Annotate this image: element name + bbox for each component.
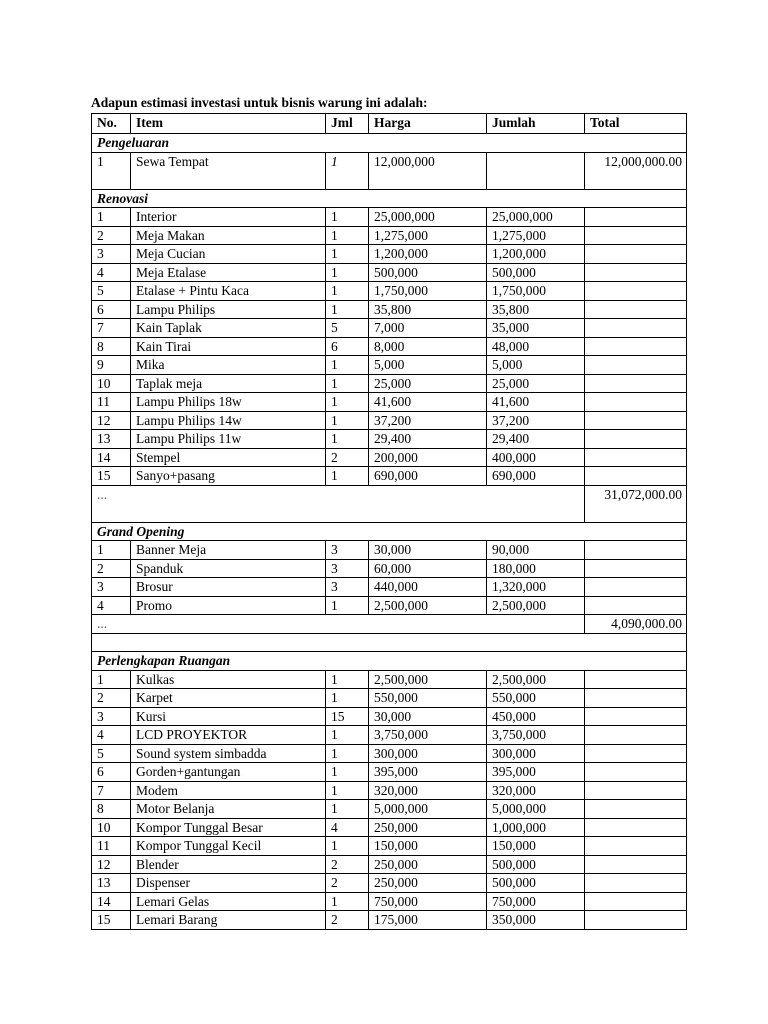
cell-no: 14 — [92, 448, 131, 467]
section-title: Pengeluaran — [92, 134, 687, 153]
cell-total — [585, 467, 687, 486]
table-row — [92, 763, 687, 782]
cell-no: 15 — [92, 467, 131, 486]
cell-jumlah: 500,000 — [487, 855, 585, 874]
cell-item: Lampu Philips 14w — [131, 411, 326, 430]
table-row — [92, 337, 687, 356]
cell-jml: 6 — [326, 337, 369, 356]
cell-item: Brosur — [131, 578, 326, 597]
blank-cell — [92, 633, 687, 652]
cell-jumlah: 690,000 — [487, 467, 585, 486]
cell-no: 13 — [92, 430, 131, 449]
cell-item: Modem — [131, 781, 326, 800]
table-row — [92, 448, 687, 467]
cell-item: Taplak meja — [131, 374, 326, 393]
cell-total — [585, 689, 687, 708]
cell-jml: 2 — [326, 911, 369, 930]
cell-jml: 1 — [326, 689, 369, 708]
table-row — [92, 263, 687, 282]
cell-no: 12 — [92, 411, 131, 430]
cell-total — [585, 818, 687, 837]
cell-harga: 60,000 — [369, 559, 487, 578]
cell-jumlah: 35,800 — [487, 300, 585, 319]
cell-total — [585, 245, 687, 264]
cell-jumlah: 2,500,000 — [487, 670, 585, 689]
table-row — [92, 800, 687, 819]
cell-jumlah: 550,000 — [487, 689, 585, 708]
cell-total — [585, 448, 687, 467]
cell-jml: 1 — [326, 356, 369, 375]
cell-jml: 1 — [326, 208, 369, 227]
cell-harga: 750,000 — [369, 892, 487, 911]
cell-no: 13 — [92, 874, 131, 893]
blank-row — [92, 633, 687, 652]
cell-harga: 5,000,000 — [369, 800, 487, 819]
cell-harga: 25,000 — [369, 374, 487, 393]
cell-harga: 7,000 — [369, 319, 487, 338]
cell-jumlah: 180,000 — [487, 559, 585, 578]
cell-jml: 2 — [326, 855, 369, 874]
table-row — [92, 300, 687, 319]
cell-jumlah: 48,000 — [487, 337, 585, 356]
cell-harga: 2,500,000 — [369, 670, 487, 689]
cell-jumlah: 41,600 — [487, 393, 585, 412]
table-row — [92, 245, 687, 264]
table-row — [92, 467, 687, 486]
cell-total — [585, 800, 687, 819]
cell-item: Lampu Philips — [131, 300, 326, 319]
cell-jml: 1 — [326, 263, 369, 282]
cell-jumlah: 3,750,000 — [487, 726, 585, 745]
table-row — [92, 911, 687, 930]
cell-total — [585, 726, 687, 745]
cell-jml: 3 — [326, 541, 369, 560]
cell-no: 6 — [92, 763, 131, 782]
cell-no: 1 — [92, 670, 131, 689]
cell-jumlah: 5,000,000 — [487, 800, 585, 819]
cell-total — [585, 393, 687, 412]
cell-jumlah — [487, 152, 585, 189]
cell-item: Lampu Philips 18w — [131, 393, 326, 412]
cell-harga: 175,000 — [369, 911, 487, 930]
cell-harga: 25,000,000 — [369, 208, 487, 227]
cell-harga: 550,000 — [369, 689, 487, 708]
cell-harga: 29,400 — [369, 430, 487, 449]
cell-no: 3 — [92, 245, 131, 264]
header-item: Item — [131, 114, 326, 134]
cell-item: Banner Meja — [131, 541, 326, 560]
cell-jml: 5 — [326, 319, 369, 338]
table-row — [92, 374, 687, 393]
header-total: Total — [585, 114, 687, 134]
cell-jumlah: 37,200 — [487, 411, 585, 430]
cell-jml: 1 — [326, 744, 369, 763]
cell-item: Lemari Barang — [131, 911, 326, 930]
cell-jumlah: 1,750,000 — [487, 282, 585, 301]
cell-total — [585, 319, 687, 338]
cell-jml: 1 — [326, 411, 369, 430]
section-row — [92, 522, 687, 541]
cell-total — [585, 596, 687, 615]
cell-jumlah: 400,000 — [487, 448, 585, 467]
cell-total — [585, 282, 687, 301]
section-row — [92, 652, 687, 671]
cell-total — [585, 744, 687, 763]
cell-jml: 1 — [326, 467, 369, 486]
cell-total — [585, 763, 687, 782]
cell-item: Motor Belanja — [131, 800, 326, 819]
table-row — [92, 855, 687, 874]
section-title: Grand Opening — [92, 522, 687, 541]
table-row — [92, 596, 687, 615]
section-row — [92, 134, 687, 153]
cell-item: Kulkas — [131, 670, 326, 689]
subtotal-label: ... — [92, 485, 585, 522]
cell-no: 10 — [92, 818, 131, 837]
table-row — [92, 578, 687, 597]
table-row — [92, 837, 687, 856]
cell-jml: 4 — [326, 818, 369, 837]
cell-no: 4 — [92, 596, 131, 615]
cell-item: LCD PROYEKTOR — [131, 726, 326, 745]
cell-item: Dispenser — [131, 874, 326, 893]
header-harga: Harga — [369, 114, 487, 134]
cell-item: Promo — [131, 596, 326, 615]
cell-item: Kursi — [131, 707, 326, 726]
cell-harga: 35,800 — [369, 300, 487, 319]
cell-jml: 1 — [326, 226, 369, 245]
table-row — [92, 541, 687, 560]
table-row — [92, 152, 687, 189]
cell-total — [585, 263, 687, 282]
cell-no: 2 — [92, 226, 131, 245]
cell-jumlah: 350,000 — [487, 911, 585, 930]
cell-item: Stempel — [131, 448, 326, 467]
cell-item: Kain Taplak — [131, 319, 326, 338]
cell-jumlah: 25,000,000 — [487, 208, 585, 227]
cell-harga: 5,000 — [369, 356, 487, 375]
table-row — [92, 393, 687, 412]
table-row — [92, 744, 687, 763]
cell-jml: 15 — [326, 707, 369, 726]
cell-total — [585, 541, 687, 560]
cell-jumlah: 1,200,000 — [487, 245, 585, 264]
cell-no: 5 — [92, 744, 131, 763]
cell-total — [585, 855, 687, 874]
cell-jumlah: 300,000 — [487, 744, 585, 763]
cell-total — [585, 781, 687, 800]
table-row — [92, 282, 687, 301]
cell-item: Sanyo+pasang — [131, 467, 326, 486]
cell-jumlah: 35,000 — [487, 319, 585, 338]
cell-jumlah: 1,275,000 — [487, 226, 585, 245]
cell-harga: 500,000 — [369, 263, 487, 282]
cell-item: Kompor Tunggal Kecil — [131, 837, 326, 856]
cell-harga: 320,000 — [369, 781, 487, 800]
cell-no: 2 — [92, 689, 131, 708]
cell-jumlah: 1,320,000 — [487, 578, 585, 597]
cell-harga: 41,600 — [369, 393, 487, 412]
subtotal-value: 31,072,000.00 — [585, 485, 687, 522]
header-row — [92, 114, 687, 134]
cell-item: Lampu Philips 11w — [131, 430, 326, 449]
table-row — [92, 430, 687, 449]
subtotal-row — [92, 615, 687, 634]
cell-jml: 2 — [326, 448, 369, 467]
cell-harga: 2,500,000 — [369, 596, 487, 615]
cell-jumlah: 450,000 — [487, 707, 585, 726]
cell-jml: 3 — [326, 559, 369, 578]
cell-total — [585, 374, 687, 393]
cell-no: 15 — [92, 911, 131, 930]
cell-total — [585, 226, 687, 245]
cell-harga: 3,750,000 — [369, 726, 487, 745]
table-body — [92, 114, 687, 930]
cell-no: 8 — [92, 800, 131, 819]
cell-total — [585, 411, 687, 430]
cell-no: 3 — [92, 578, 131, 597]
cell-jumlah: 90,000 — [487, 541, 585, 560]
cell-item: Spanduk — [131, 559, 326, 578]
cell-item: Interior — [131, 208, 326, 227]
cell-jml: 1 — [326, 152, 369, 189]
cell-no: 14 — [92, 892, 131, 911]
table-row — [92, 781, 687, 800]
cell-harga: 250,000 — [369, 874, 487, 893]
cell-no: 7 — [92, 781, 131, 800]
cell-total — [585, 578, 687, 597]
table-row — [92, 707, 687, 726]
cell-jml: 1 — [326, 763, 369, 782]
cell-harga: 37,200 — [369, 411, 487, 430]
subtotal-row — [92, 485, 687, 522]
cell-item: Kain Tirai — [131, 337, 326, 356]
cell-no: 12 — [92, 855, 131, 874]
cell-no: 11 — [92, 837, 131, 856]
table-row — [92, 726, 687, 745]
cell-total — [585, 670, 687, 689]
table-row — [92, 411, 687, 430]
cell-jml: 1 — [326, 892, 369, 911]
cell-item: Sound system simbadda — [131, 744, 326, 763]
investment-table — [91, 113, 687, 930]
cell-total — [585, 430, 687, 449]
cell-no: 9 — [92, 356, 131, 375]
cell-item: Lemari Gelas — [131, 892, 326, 911]
cell-harga: 1,750,000 — [369, 282, 487, 301]
cell-total — [585, 874, 687, 893]
cell-total — [585, 837, 687, 856]
cell-jumlah: 750,000 — [487, 892, 585, 911]
cell-item: Meja Cucian — [131, 245, 326, 264]
cell-no: 2 — [92, 559, 131, 578]
cell-harga: 150,000 — [369, 837, 487, 856]
table-row — [92, 670, 687, 689]
cell-no: 8 — [92, 337, 131, 356]
cell-item: Sewa Tempat — [131, 152, 326, 189]
section-title: Renovasi — [92, 189, 687, 208]
cell-item: Mika — [131, 356, 326, 375]
cell-no: 11 — [92, 393, 131, 412]
cell-item: Etalase + Pintu Kaca — [131, 282, 326, 301]
cell-jumlah: 500,000 — [487, 874, 585, 893]
cell-jumlah: 150,000 — [487, 837, 585, 856]
cell-harga: 12,000,000 — [369, 152, 487, 189]
table-row — [92, 559, 687, 578]
cell-jml: 1 — [326, 245, 369, 264]
subtotal-label: ... — [92, 615, 585, 634]
document-title: Adapun estimasi investasi untuk bisnis warung ini adalah: — [91, 95, 428, 110]
cell-jml: 1 — [326, 282, 369, 301]
table-row — [92, 874, 687, 893]
cell-no: 4 — [92, 726, 131, 745]
table-row — [92, 208, 687, 227]
cell-jumlah: 2,500,000 — [487, 596, 585, 615]
cell-harga: 1,200,000 — [369, 245, 487, 264]
cell-total — [585, 337, 687, 356]
cell-no: 1 — [92, 541, 131, 560]
section-row — [92, 189, 687, 208]
cell-no: 6 — [92, 300, 131, 319]
cell-jml: 1 — [326, 393, 369, 412]
cell-jml: 2 — [326, 874, 369, 893]
cell-harga: 250,000 — [369, 818, 487, 837]
cell-jml: 1 — [326, 781, 369, 800]
cell-jml: 1 — [326, 726, 369, 745]
cell-jumlah: 1,000,000 — [487, 818, 585, 837]
cell-total — [585, 356, 687, 375]
header-jml: Jml — [326, 114, 369, 134]
cell-jumlah: 25,000 — [487, 374, 585, 393]
section-title: Perlengkapan Ruangan — [92, 652, 687, 671]
cell-no: 1 — [92, 152, 131, 189]
header-jumlah: Jumlah — [487, 114, 585, 134]
header-no: No. — [92, 114, 131, 134]
cell-jml: 1 — [326, 300, 369, 319]
cell-harga: 300,000 — [369, 744, 487, 763]
cell-jml: 1 — [326, 374, 369, 393]
cell-item: Blender — [131, 855, 326, 874]
subtotal-value: 4,090,000.00 — [585, 615, 687, 634]
cell-jml: 3 — [326, 578, 369, 597]
cell-total — [585, 208, 687, 227]
cell-jumlah: 5,000 — [487, 356, 585, 375]
cell-harga: 1,275,000 — [369, 226, 487, 245]
table-row — [92, 356, 687, 375]
cell-total — [585, 911, 687, 930]
cell-item: Meja Makan — [131, 226, 326, 245]
cell-total — [585, 892, 687, 911]
table-row — [92, 818, 687, 837]
table-row — [92, 226, 687, 245]
cell-jumlah: 395,000 — [487, 763, 585, 782]
cell-jumlah: 29,400 — [487, 430, 585, 449]
cell-total — [585, 707, 687, 726]
cell-no: 7 — [92, 319, 131, 338]
cell-jumlah: 320,000 — [487, 781, 585, 800]
cell-harga: 440,000 — [369, 578, 487, 597]
cell-harga: 30,000 — [369, 707, 487, 726]
cell-no: 3 — [92, 707, 131, 726]
cell-no: 1 — [92, 208, 131, 227]
cell-total: 12,000,000.00 — [585, 152, 687, 189]
table-row — [92, 892, 687, 911]
cell-no: 4 — [92, 263, 131, 282]
cell-harga: 690,000 — [369, 467, 487, 486]
cell-harga: 30,000 — [369, 541, 487, 560]
cell-harga: 395,000 — [369, 763, 487, 782]
cell-jml: 1 — [326, 800, 369, 819]
cell-item: Gorden+gantungan — [131, 763, 326, 782]
cell-total — [585, 300, 687, 319]
cell-harga: 8,000 — [369, 337, 487, 356]
cell-item: Karpet — [131, 689, 326, 708]
cell-harga: 250,000 — [369, 855, 487, 874]
cell-item: Kompor Tunggal Besar — [131, 818, 326, 837]
table-row — [92, 689, 687, 708]
cell-jml: 1 — [326, 430, 369, 449]
table-row — [92, 319, 687, 338]
cell-harga: 200,000 — [369, 448, 487, 467]
cell-total — [585, 559, 687, 578]
cell-jml: 1 — [326, 837, 369, 856]
cell-no: 5 — [92, 282, 131, 301]
cell-item: Meja Etalase — [131, 263, 326, 282]
cell-jml: 1 — [326, 596, 369, 615]
cell-no: 10 — [92, 374, 131, 393]
cell-jumlah: 500,000 — [487, 263, 585, 282]
cell-jml: 1 — [326, 670, 369, 689]
